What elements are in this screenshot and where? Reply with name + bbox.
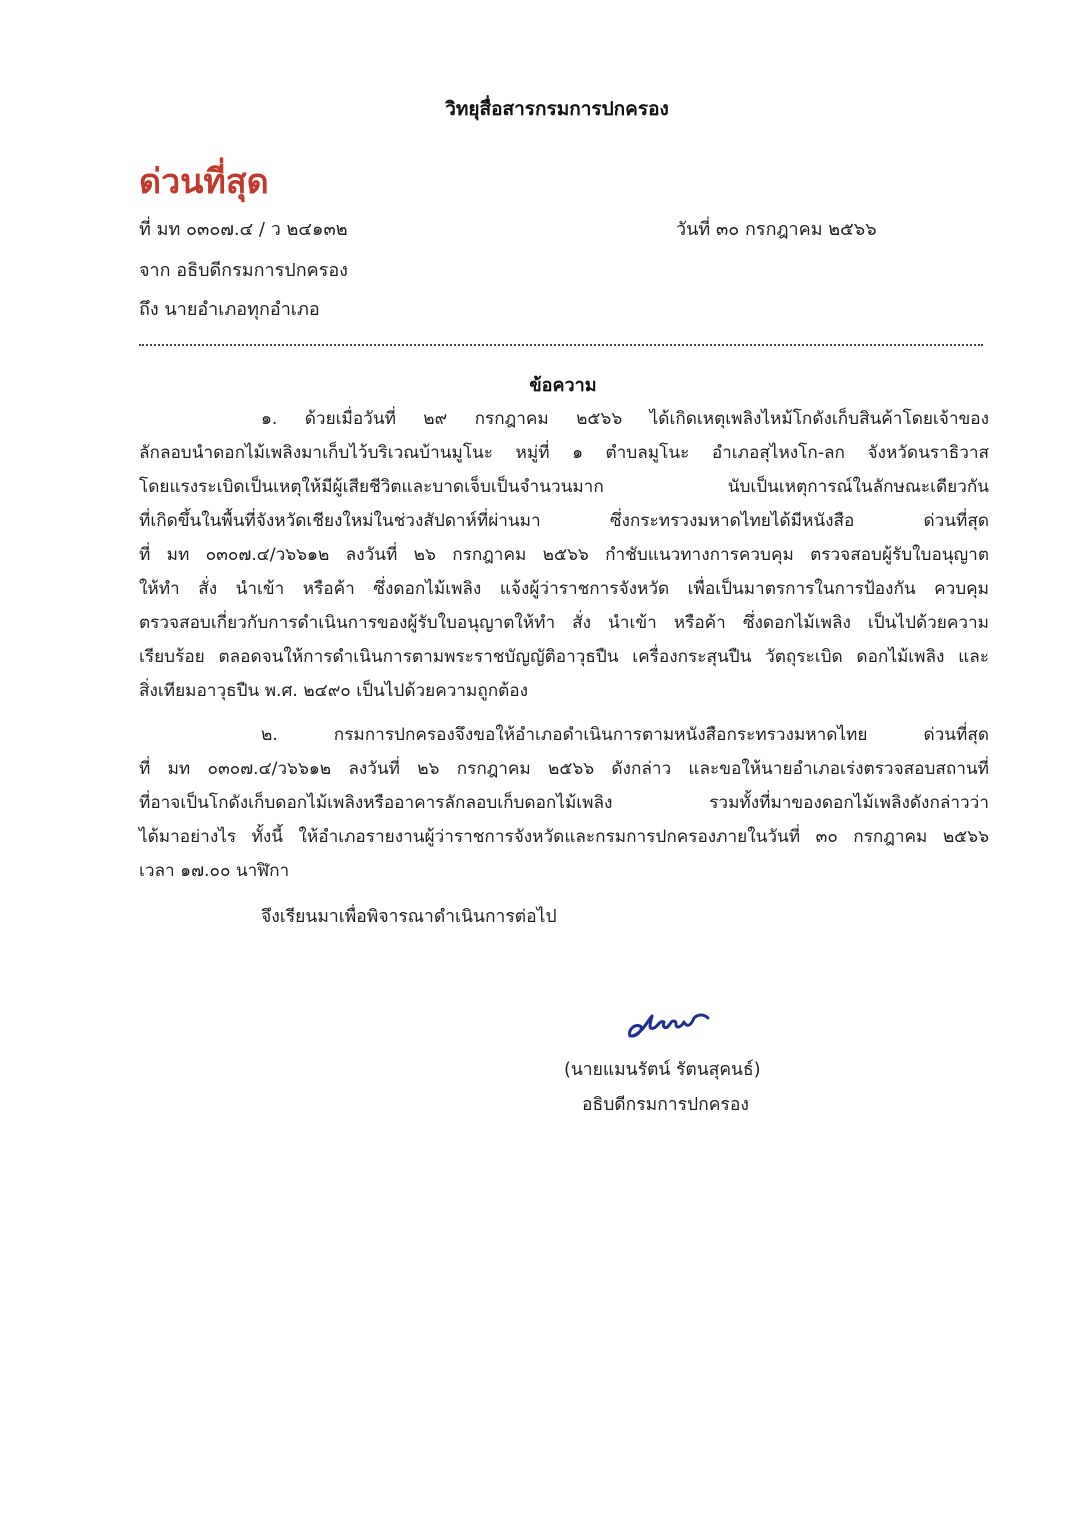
handwritten-signature (624, 1006, 714, 1042)
paragraph-line: ที่อาจเป็นโกดังเก็บดอกไม้เพลิงหรืออาคารลักลอบเก็บดอกไม้เพลิง รวมทั้งที่มาของดอกไม้เพลิงดังกล่าวว่า (139, 793, 989, 813)
paragraph-line: ๒. กรมการปกครองจึงขอให้อำเภอดำเนินการตามหนังสือกระทรวงมหาดไทย ด่วนที่สุด (261, 725, 989, 745)
paragraph-line: ให้ทำ สั่ง นำเข้า หรือค้า ซึ่งดอกไม้เพลิง แจ้งผู้ว่าราชการจังหวัด เพื่อเป็นมาตรการในการป้องกัน ควบคุม (139, 579, 989, 599)
recipient-line: ถึง นายอำเภอทุกอำเภอ (139, 299, 320, 320)
document-date: วันที่ ๓๐ กรกฎาคม ๒๕๖๖ (676, 219, 877, 240)
paragraph-line: ที่เกิดขึ้นในพื้นที่จังหวัดเชียงใหม่ในช่วงสัปดาห์ที่ผ่านมา ซึ่งกระทรวงมหาดไทยได้มีหนังสือ ด่วนที่สุด (139, 511, 989, 531)
reference-number: ที่ มท ๐๓๐๗.๔ / ว ๒๔๑๓๒ (139, 219, 348, 240)
paragraph-line: เรียบร้อย ตลอดจนให้การดำเนินการตามพระราชบัญญัติอาวุธปืน เครื่องกระสุนปืน วัตถุระเบิด ดอกไม้เพลิง และ (139, 647, 989, 667)
document-header-title: วิทยุสื่อสารกรมการปกครอง (445, 98, 669, 120)
paragraph-line: เวลา ๑๗.๐๐ นาฬิกา (139, 861, 290, 881)
signer-name: (นายแมนรัตน์ รัตนสุคนธ์) (564, 1060, 761, 1080)
paragraph-line: ได้มาอย่างไร ทั้งนี้ ให้อำเภอรายงานผู้ว่าราชการจังหวัดและกรมการปกครองภายในวันที่ ๓๐ กรกฎาคม ๒๕๖๖ (139, 827, 989, 847)
sender-line: จาก อธิบดีกรมการปกครอง (139, 260, 348, 281)
dotted-divider (139, 344, 983, 346)
paragraph-line: ที่ มท ๐๓๐๗.๔/ว๖๖๑๒ ลงวันที่ ๒๖ กรกฎาคม ๒๕๖๖ กำชับแนวทางการควบคุม ตรวจสอบผู้รับใบอนุญาต (139, 545, 989, 565)
message-heading: ข้อความ (529, 375, 597, 396)
signer-title: อธิบดีกรมการปกครอง (582, 1095, 749, 1115)
closing-statement: จึงเรียนมาเพื่อพิจารณาดำเนินการต่อไป (261, 907, 557, 927)
paragraph-line: โดยแรงระเบิดเป็นเหตุให้มีผู้เสียชีวิตและบาดเจ็บเป็นจำนวนมาก นับเป็นเหตุการณ์ในลักษณะเดียวกัน (139, 477, 989, 497)
paragraph-line: สิ่งเทียมอาวุธปืน พ.ศ. ๒๔๙๐ เป็นไปด้วยความถูกต้อง (139, 681, 529, 701)
paragraph-1 (139, 402, 989, 708)
paragraph-2 (139, 718, 989, 888)
paragraph-line: ๑. ด้วยเมื่อวันที่ ๒๙ กรกฎาคม ๒๕๖๖ ได้เกิดเหตุเพลิงไหม้โกดังเก็บสินค้าโดยเจ้าของ (261, 409, 989, 429)
paragraph-line: ที่ มท ๐๓๐๗.๔/ว๖๖๑๒ ลงวันที่ ๒๖ กรกฎาคม ๒๕๖๖ ดังกล่าว และขอให้นายอำเภอเร่งตรวจสอบสถานที่ (139, 759, 989, 779)
paragraph-line: ลักลอบนำดอกไม้เพลิงมาเก็บไว้บริเวณบ้านมูโนะ หมู่ที่ ๑ ตำบลมูโนะ อำเภอสุไหงโก-ลก จังหวัดนราธิวาส (139, 443, 989, 463)
paragraph-line: ตรวจสอบเกี่ยวกับการดำเนินการของผู้รับใบอนุญาตให้ทำ สั่ง นำเข้า หรือค้า ซึ่งดอกไม้เพลิง เป็นไปด้วยความ (139, 613, 989, 633)
urgency-label: ด่วนที่สุด (139, 162, 269, 202)
